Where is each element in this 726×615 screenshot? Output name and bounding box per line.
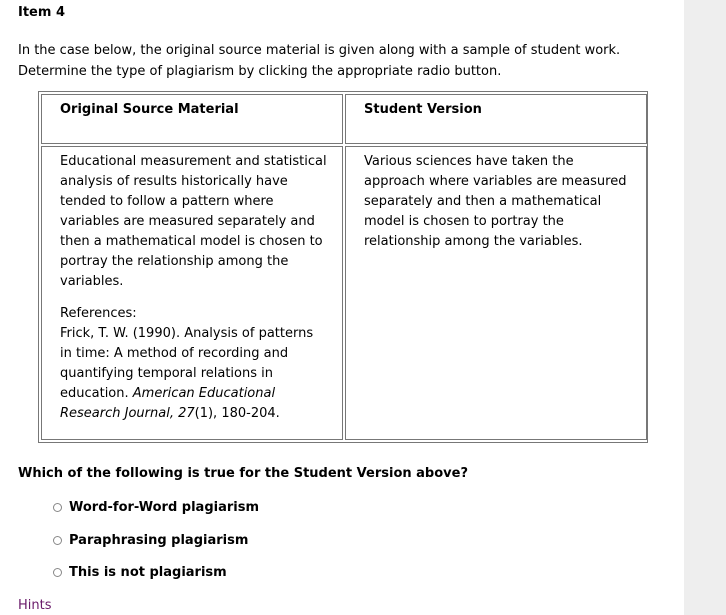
- original-source-text: [60, 152, 342, 292]
- journal-volume: Research Journal, 27: [60, 406, 195, 421]
- references-label: References:: [60, 306, 137, 321]
- instructions-line-1: In the case below, the original source material is given along with a sample of student work.: [18, 43, 621, 58]
- student-line: approach where variables are measured: [364, 174, 627, 189]
- student-version-cell: [345, 146, 647, 440]
- student-line: model is chosen to portray the: [364, 214, 564, 229]
- reference-line: [60, 384, 342, 404]
- references-block: [60, 304, 342, 424]
- student-line: separately and then a mathematical: [364, 194, 602, 209]
- item-title: Item 4: [18, 5, 65, 20]
- radio-button[interactable]: [53, 568, 62, 577]
- original-line: analysis of results historically have: [60, 174, 288, 189]
- original-line: variables are measured separately and: [60, 214, 315, 229]
- reference-line: quantifying temporal relations in: [60, 366, 273, 381]
- comparison-table: [38, 91, 648, 443]
- reference-line: [60, 404, 342, 424]
- original-header: Original Source Material: [60, 102, 239, 117]
- reference-line: Frick, T. W. (1990). Analysis of patterns: [60, 326, 314, 341]
- student-version-text: [364, 152, 646, 252]
- hints-link[interactable]: Hints: [18, 598, 52, 613]
- option-label[interactable]: Paraphrasing plagiarism: [69, 533, 249, 548]
- original-header-cell: [41, 94, 343, 144]
- option-label[interactable]: Word-for-Word plagiarism: [69, 500, 259, 515]
- option-word-for-word[interactable]: [53, 500, 259, 515]
- reference-pages: (1), 180-204.: [194, 406, 280, 421]
- original-line: Educational measurement and statistical: [60, 154, 327, 169]
- radio-button[interactable]: [53, 503, 62, 512]
- journal-name: American Educational: [132, 386, 276, 401]
- instructions-line-2: Determine the type of plagiarism by clicking the appropriate radio button.: [18, 64, 502, 79]
- option-label[interactable]: This is not plagiarism: [69, 565, 227, 580]
- option-not-plagiarism[interactable]: [53, 565, 227, 580]
- reference-line: in time: A method of recording and: [60, 346, 289, 361]
- original-line: tended to follow a pattern where: [60, 194, 274, 209]
- original-line: portray the relationship among the: [60, 254, 289, 269]
- original-line: then a mathematical model is chosen to: [60, 234, 323, 249]
- original-line: variables.: [60, 274, 124, 289]
- student-header-cell: [345, 94, 647, 144]
- right-gutter: [684, 0, 726, 615]
- option-paraphrasing[interactable]: [53, 533, 248, 548]
- original-source-cell: [41, 146, 343, 440]
- reference-plain: education.: [60, 386, 133, 401]
- student-line: relationship among the variables.: [364, 234, 583, 249]
- question-text: Which of the following is true for the Student Version above?: [18, 466, 468, 481]
- instructions: [18, 40, 658, 82]
- student-header: Student Version: [364, 102, 482, 117]
- student-line: Various sciences have taken the: [364, 154, 574, 169]
- radio-button[interactable]: [53, 536, 62, 545]
